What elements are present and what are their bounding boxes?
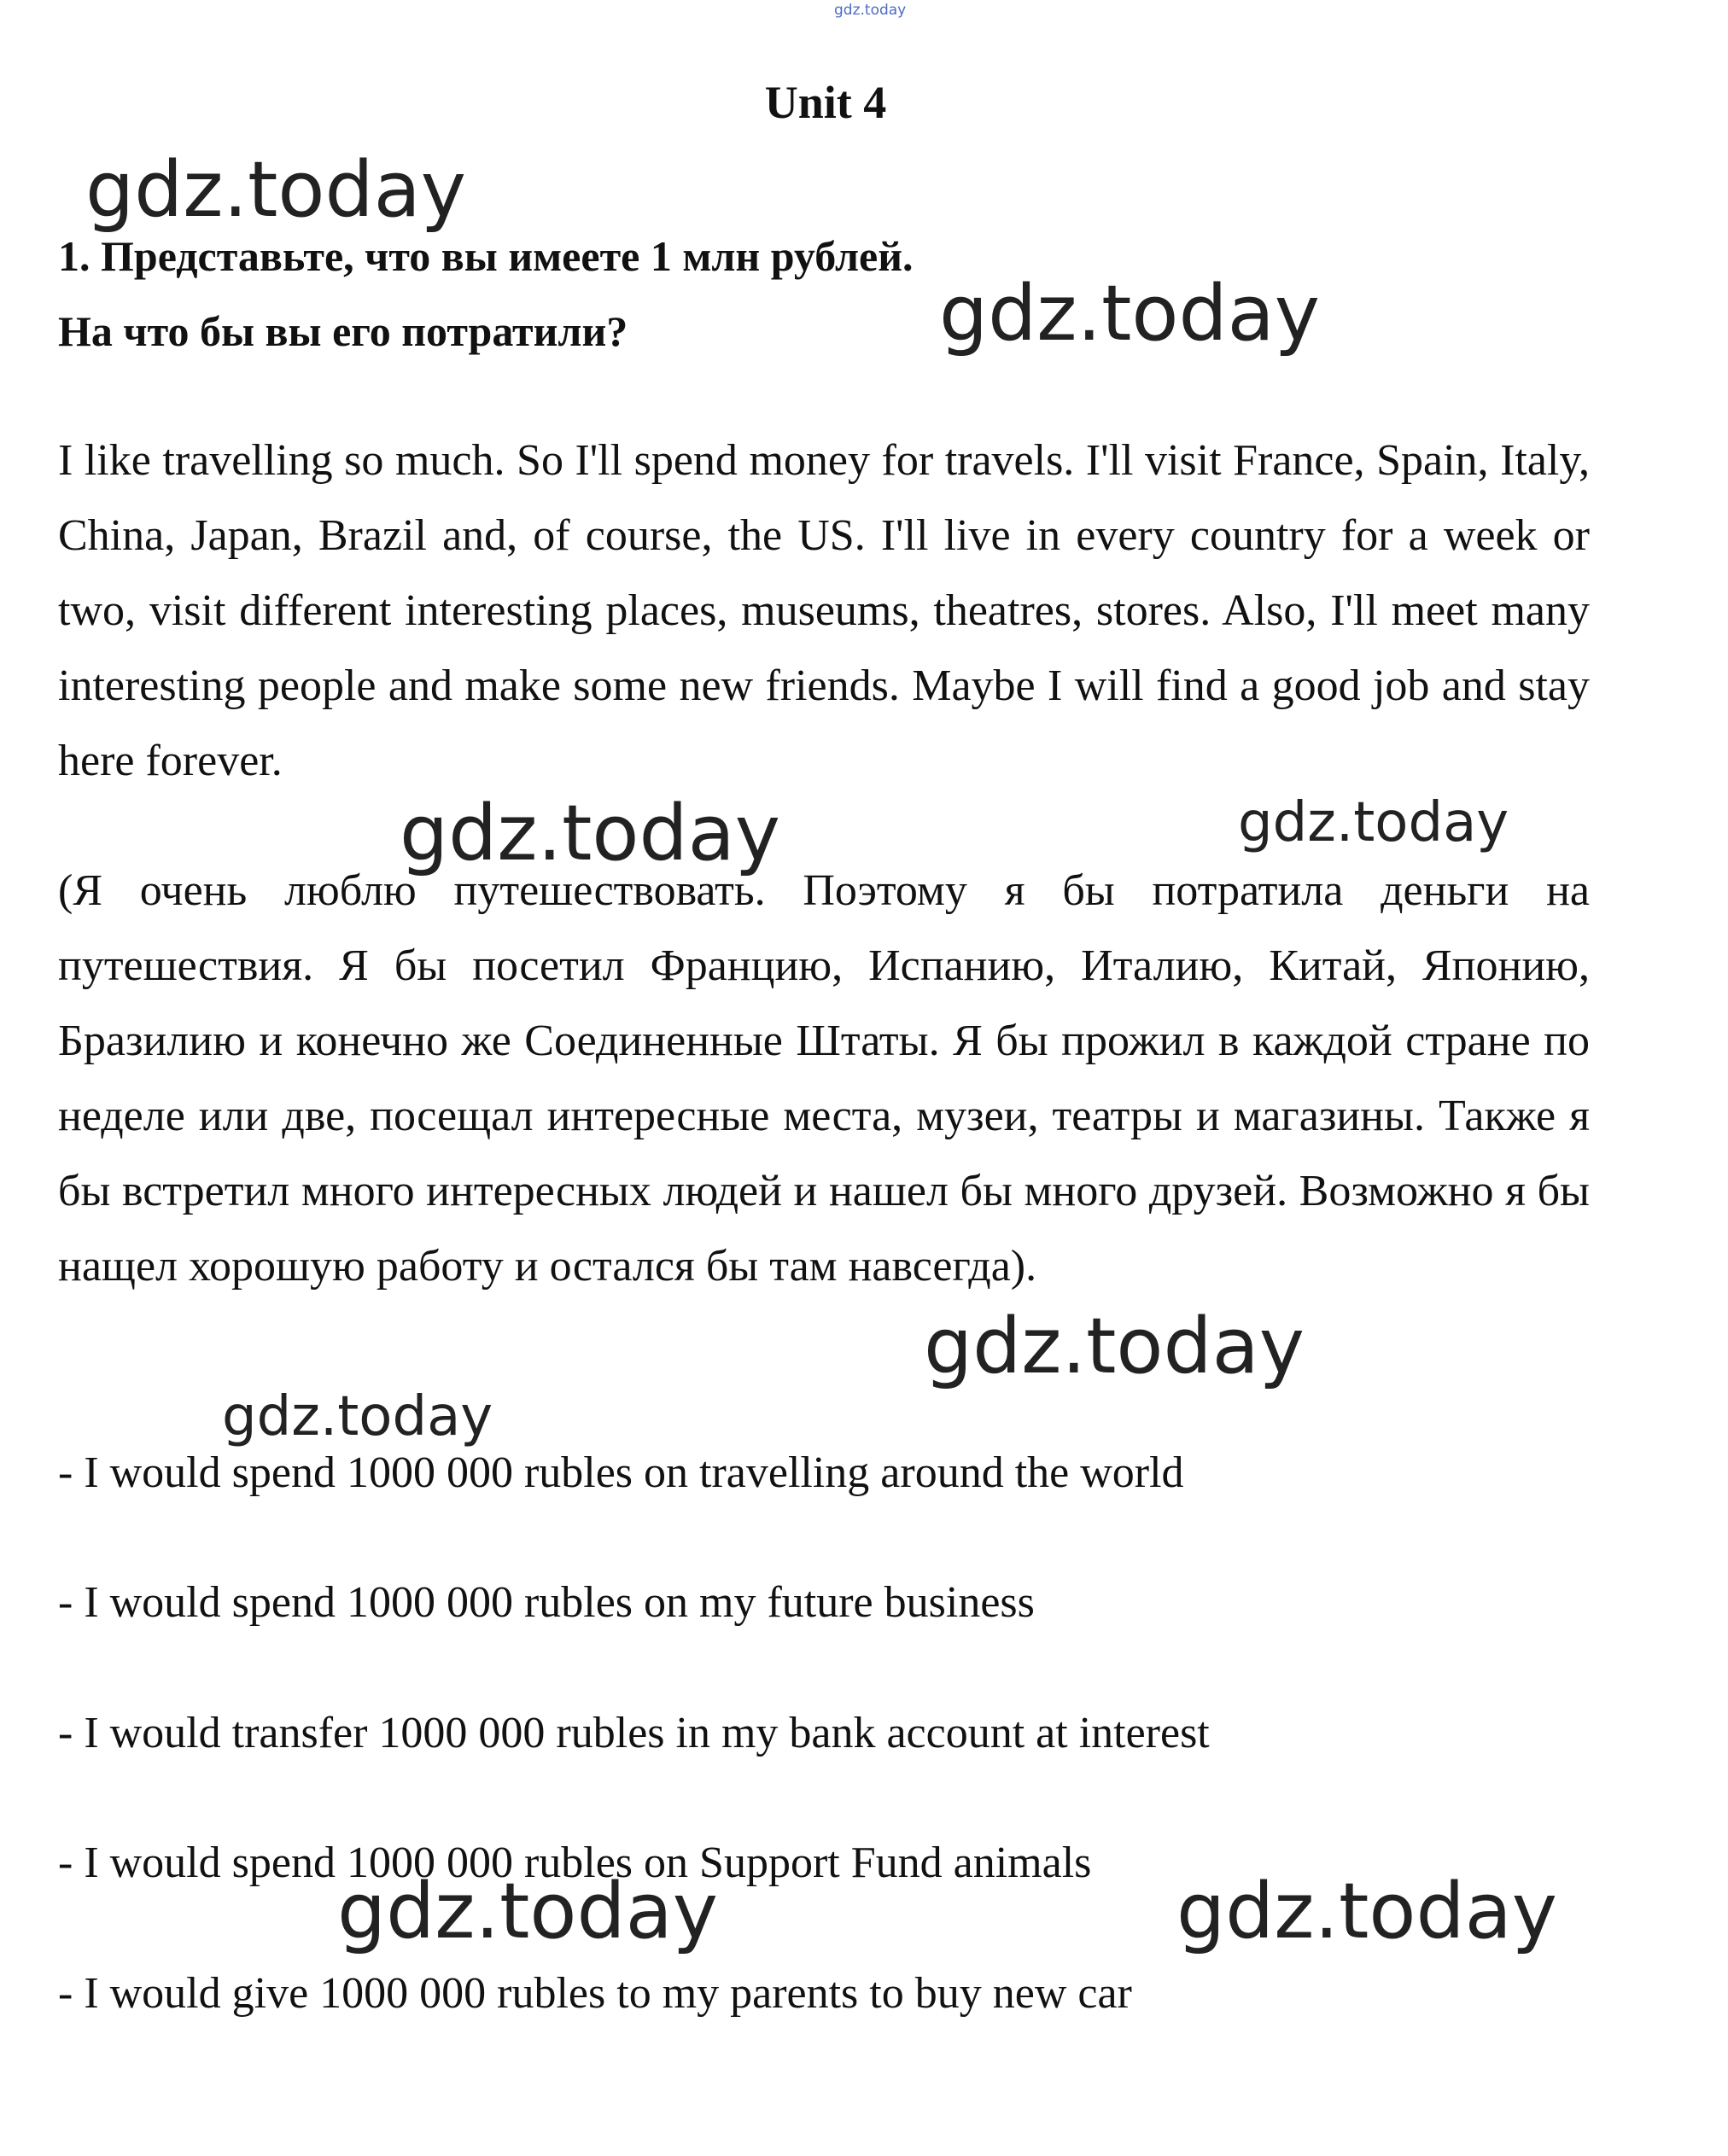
answer-item-1: - I would spend 1000 000 rubles on travelling around the world xyxy=(58,1448,1184,1497)
watermark: gdz.today xyxy=(924,1302,1305,1391)
unit-title: Unit 4 xyxy=(764,77,887,128)
watermark: gdz.today xyxy=(85,145,467,235)
watermark: gdz.today xyxy=(400,789,781,878)
watermark-tiny: gdz.today xyxy=(834,2,907,19)
watermark: gdz.today xyxy=(222,1385,493,1448)
paragraph-english: I like travelling so much. So I'll spend money for travels. I'll visit France, Spain, Italy, China, Japan, Brazil and, of course, the US. I'll live in every country for a week or two, visit different interesting places, museums, theatres, stores. Also, I'll meet many interesting people and make some new friends. Maybe I will find a good job and stay here forever. xyxy=(58,436,1590,785)
watermark: gdz.today xyxy=(1176,1867,1558,1956)
task-heading-line-2: На что бы вы его потратили? xyxy=(58,307,628,355)
watermark: gdz.today xyxy=(939,269,1321,358)
paragraph-russian: (Я очень люблю путешествовать. Поэтому я бы потратила деньги на путешествия. Я бы посетил Францию, Испанию, Италию, Китай, Японию, Бразилию и конечно же Соединенные Штаты. Я бы прожил в каждой стране по неделе или две, посещал интересные места, музеи, театры и магазины. Также я бы встретил много интересных людей и нашел бы много друзей. Возможно я бы нащел хорошую работу и остался бы там навсегда). xyxy=(58,866,1590,1291)
answer-item-5: - I would give 1000 000 rubles to my parents to buy new car xyxy=(58,1969,1132,2018)
watermark: gdz.today xyxy=(1238,791,1509,854)
task-heading-line-1: 1. Представьте, что вы имеете 1 млн рублей. xyxy=(58,232,914,280)
answer-item-3: - I would transfer 1000 000 rubles in my bank account at interest xyxy=(58,1709,1210,1757)
watermark: gdz.today xyxy=(337,1867,719,1956)
answer-item-4: - I would spend 1000 000 rubles on Support Fund animals xyxy=(58,1838,1092,1887)
answer-item-2: - I would spend 1000 000 rubles on my future business xyxy=(58,1578,1035,1627)
